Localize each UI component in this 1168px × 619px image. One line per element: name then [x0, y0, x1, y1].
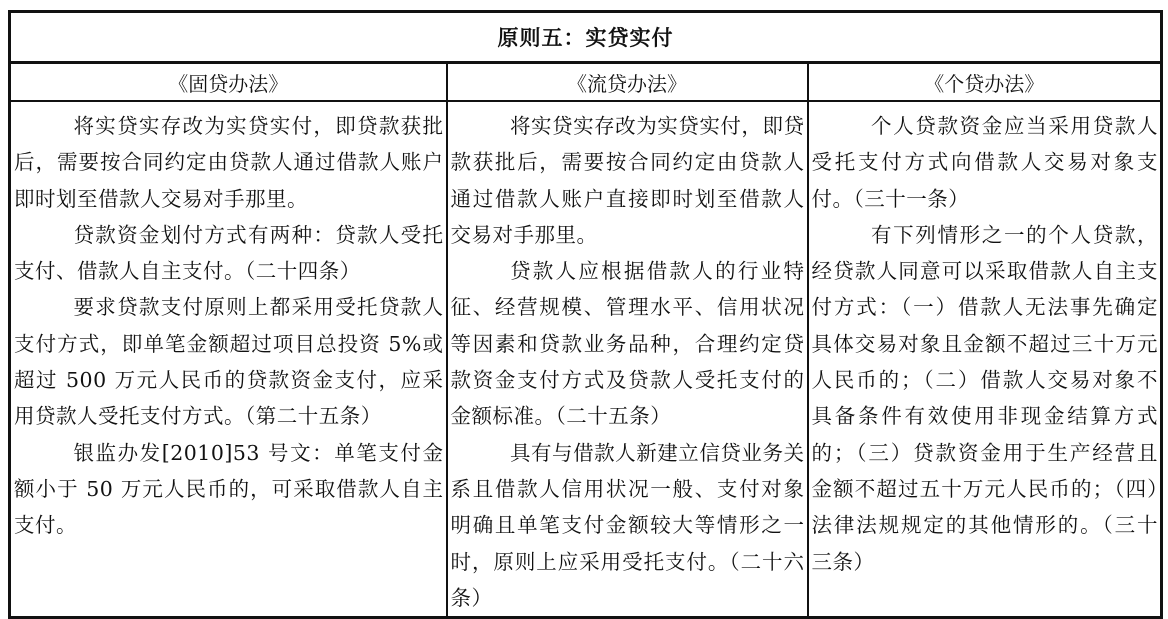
- paragraph: 贷款人应根据借款人的行业特征、经营规模、管理水平、信用状况等因素和贷款业务品种，合理约定贷款资金支付方式及贷款人受托支付的金额标准。（二十五条）: [450, 259, 805, 429]
- paragraph: 具有与借款人新建立信贷业务关系且借款人信用状况一般、支付对象明确且单笔支付金额较大等情形之一时，原则上应采用受托支付。（二十六条）: [450, 440, 805, 610]
- rules-table: [8, 10, 1163, 619]
- paragraph: 个人贷款资金应当采用贷款人受托支付方式向借款人交易对象支付。（三十一条）: [811, 114, 1159, 211]
- header-row: [10, 63, 1162, 102]
- paragraph: 将实贷实存改为实贷实付，即贷款获批后，需要按合同约定由贷款人通过借款人账户即时划至借款人交易对手那里。: [14, 114, 444, 211]
- paragraph: 将实贷实存改为实贷实付，即贷款获批后，需要按合同约定由贷款人通过借款人账户直接即时划至借款人交易对手那里。: [450, 114, 805, 247]
- paragraph: 银监办发[2010]53 号文：单笔支付金额小于 50 万元人民币的，可采取借款人自主支付。: [14, 440, 444, 538]
- paragraph: 要求贷款支付原则上都采用受托贷款人支付方式，即单笔金额超过项目总投资 5%或超过 500 万元人民币的贷款资金支付，应采用贷款人受托支付方式。（第二十五条）: [14, 295, 444, 429]
- column-header-working-capital-loan: 《流贷办法》: [447, 63, 808, 102]
- paragraph: 贷款资金划付方式有两种：贷款人受托支付、借款人自主支付。（二十四条）: [14, 222, 444, 284]
- personal-loan-content: [808, 101, 1162, 618]
- column-header-fixed-asset-loan: 《固贷办法》: [10, 63, 447, 102]
- column-header-personal-loan: 《个贷办法》: [808, 63, 1162, 102]
- paragraph: 有下列情形之一的个人贷款，经贷款人同意可以采取借款人自主支付方式：（一）借款人无法事先确定具体交易对象且金额不超过三十万元人民币的；（二）借款人交易对象不具备条件有效使用非现金结算方式的；（三）贷款资金用于生产经营且金额不超过五十万元人民币的；（四）法律法规规定的其他情形的。（三十三条）: [811, 222, 1159, 574]
- title-row: [10, 12, 1162, 63]
- fixed-asset-loan-content: [10, 101, 447, 618]
- working-capital-loan-content: [447, 101, 808, 618]
- content-row: [10, 101, 1162, 618]
- table-title: 原则五：实贷实付: [10, 12, 1162, 63]
